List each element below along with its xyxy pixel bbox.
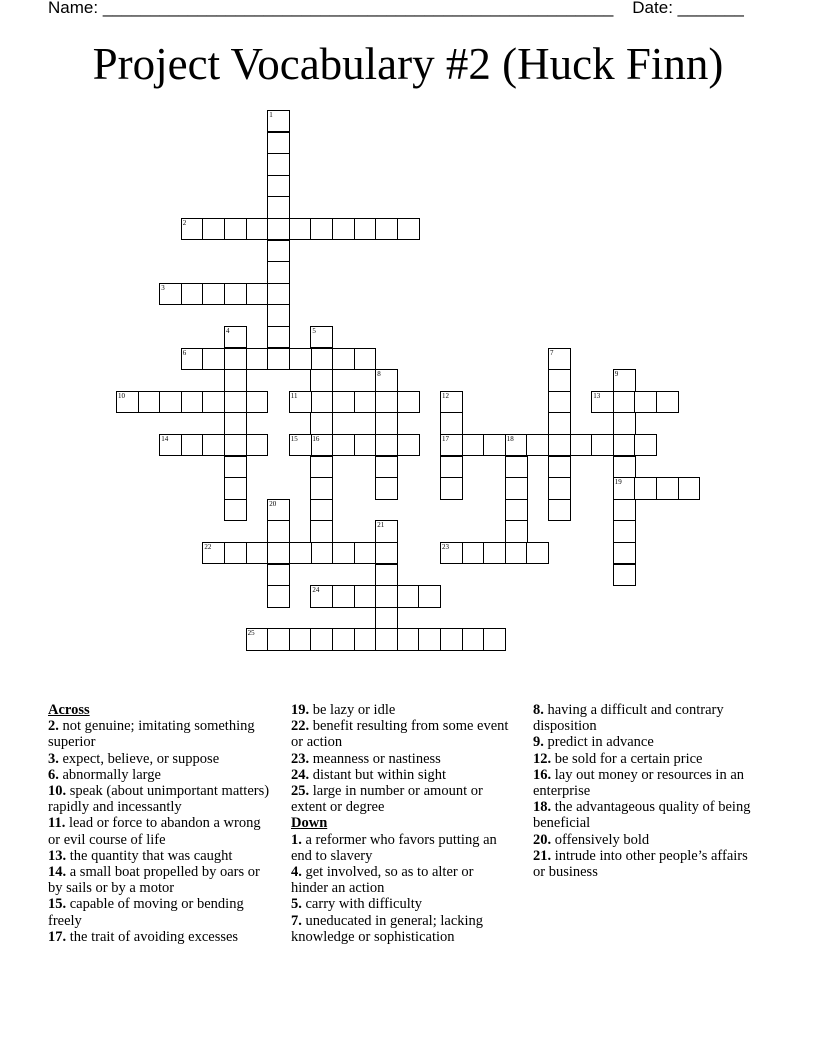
grid-cell[interactable] — [159, 391, 182, 413]
grid-cell[interactable] — [613, 542, 636, 564]
grid-cell[interactable] — [462, 628, 485, 650]
grid-cell[interactable] — [310, 520, 333, 542]
clue-number: 6 — [182, 348, 187, 357]
across-clue: 23. meanness or nastiness — [291, 750, 441, 767]
grid-cell[interactable] — [505, 499, 528, 521]
down-clue: 7. uneducated in general; lacking knowledge or sophistication — [291, 912, 484, 945]
grid-cell[interactable] — [289, 542, 312, 564]
grid-cell[interactable] — [375, 585, 398, 607]
grid-cell[interactable] — [224, 283, 247, 305]
clue-number: 10 — [118, 391, 125, 400]
grid-cell[interactable] — [354, 391, 377, 413]
grid-cell[interactable] — [613, 499, 636, 521]
grid-cell[interactable] — [289, 348, 312, 370]
grid-cell[interactable] — [548, 412, 571, 434]
grid-cell[interactable] — [397, 628, 420, 650]
grid-cell[interactable] — [505, 520, 528, 542]
grid-cell[interactable] — [202, 283, 225, 305]
clue-number: 17 — [442, 435, 449, 443]
clue-number: 18 — [506, 435, 514, 443]
grid-cell[interactable] — [548, 477, 571, 499]
across-clue: 22. benefit resulting from some event or action — [291, 718, 509, 751]
grid-cell[interactable] — [375, 369, 398, 391]
clue-number: 5 — [312, 327, 316, 335]
grid-cell[interactable] — [310, 348, 333, 370]
grid-cell[interactable] — [224, 434, 247, 456]
grid-cell[interactable] — [418, 628, 441, 650]
clue-number: 21 — [377, 521, 385, 530]
down-clue: 8. having a difficult and contrary disposition — [533, 702, 724, 735]
clue-number: 20 — [269, 499, 277, 508]
clue-number: 4 — [226, 327, 230, 335]
clue-column-2 — [291, 702, 513, 945]
grid-cell[interactable] — [310, 585, 333, 607]
grid-cell[interactable] — [267, 326, 290, 348]
grid-cell[interactable] — [202, 391, 225, 413]
name-label: Name: — [48, 0, 99, 17]
down-clue: 18. the advantageous quality of being beneficial — [533, 799, 751, 832]
grid-cell[interactable] — [224, 348, 247, 370]
grid-cell[interactable] — [483, 542, 506, 564]
grid-cell[interactable] — [181, 218, 204, 240]
clue-number: 3 — [161, 283, 165, 292]
clue-number: 13 — [593, 391, 601, 400]
grid-cell[interactable] — [613, 434, 636, 456]
down-clue: 16. lay out money or resources in an enterprise — [533, 766, 745, 800]
grid-cell[interactable] — [548, 499, 571, 521]
grid-cell[interactable] — [310, 456, 333, 478]
grid-cell[interactable] — [310, 499, 333, 521]
across-clue: 10. speak (about unimportant matters) rapidly and incessantly — [48, 783, 270, 816]
grid-cell[interactable] — [267, 499, 290, 521]
grid-cell[interactable] — [375, 542, 398, 564]
grid-cell[interactable] — [505, 477, 528, 499]
grid-cell[interactable] — [397, 218, 420, 240]
grid-cell[interactable] — [310, 412, 333, 434]
clue-number: 22 — [204, 543, 212, 551]
grid-cell[interactable] — [440, 628, 463, 650]
grid-cell[interactable] — [634, 391, 657, 413]
grid-cell[interactable] — [375, 520, 398, 542]
grid-cell[interactable] — [332, 628, 355, 650]
grid-cell[interactable] — [267, 218, 290, 240]
grid-cell[interactable] — [224, 391, 247, 413]
name-blank[interactable]: ______________________________________________________ — [102, 0, 614, 17]
grid-cell[interactable] — [224, 369, 247, 391]
grid-cell[interactable] — [224, 499, 247, 521]
grid-cell[interactable] — [159, 283, 182, 305]
grid-cell[interactable] — [375, 391, 398, 413]
grid-cell[interactable] — [267, 564, 290, 586]
grid-cell[interactable] — [289, 218, 312, 240]
clue-number: 2 — [182, 219, 187, 227]
down-clue: 12. be sold for a certain price — [533, 750, 703, 767]
down-clue: 9. predict in advance — [533, 734, 654, 751]
down-clue: 1. a reformer who favors putting an end to slavery — [291, 831, 497, 864]
grid-cell[interactable] — [310, 434, 333, 456]
grid-cell[interactable] — [613, 477, 636, 499]
grid-cell[interactable] — [354, 218, 377, 240]
clue-number: 23 — [442, 543, 449, 551]
grid-cell[interactable] — [656, 477, 679, 499]
grid-cell[interactable] — [332, 348, 355, 370]
grid-cell[interactable] — [591, 434, 614, 456]
grid-cell[interactable] — [375, 564, 398, 586]
across-clue: 11. lead or force to abandon a wrong or evil course of life — [48, 815, 261, 848]
grid-cell[interactable] — [548, 456, 571, 478]
across-clue: 24. distant but within sight — [291, 766, 447, 783]
grid-cell[interactable] — [505, 542, 528, 564]
grid-cell[interactable] — [267, 196, 290, 218]
grid-cell[interactable] — [354, 434, 377, 456]
grid-cell[interactable] — [224, 218, 247, 240]
grid-cell[interactable] — [375, 628, 398, 650]
down-clue: 4. get involved, so as to alter or hinder an action — [291, 864, 474, 897]
grid-cell[interactable] — [181, 391, 204, 413]
grid-cell[interactable] — [246, 391, 269, 413]
grid-cell[interactable] — [224, 477, 247, 499]
grid-cell[interactable] — [224, 542, 247, 564]
grid-cell[interactable] — [246, 218, 269, 240]
grid-cell[interactable] — [548, 391, 571, 413]
grid-cell[interactable] — [310, 391, 333, 413]
grid-cell[interactable] — [613, 564, 636, 586]
grid-cell[interactable] — [332, 585, 355, 607]
grid-cell[interactable] — [570, 434, 593, 456]
grid-cell[interactable] — [397, 434, 420, 456]
across-clue: 15. capable of moving or bending freely — [48, 896, 244, 929]
grid-cell[interactable] — [289, 391, 312, 413]
clue-column-3 — [533, 702, 755, 880]
grid-cell[interactable] — [267, 304, 290, 326]
clue-number: 25 — [247, 629, 255, 638]
grid-cell[interactable] — [310, 542, 333, 564]
grid-cell[interactable] — [613, 456, 636, 478]
grid-cell[interactable] — [440, 542, 463, 564]
grid-cell[interactable] — [440, 434, 463, 456]
clue-number: 14 — [161, 435, 169, 443]
grid-cell[interactable] — [678, 477, 701, 499]
clue-number: 24 — [312, 586, 320, 595]
grid-cell[interactable] — [246, 434, 269, 456]
across-clue: 25. large in number or amount or extent or degree — [291, 783, 483, 816]
grid-cell[interactable] — [289, 628, 312, 650]
clue-number: 12 — [442, 391, 449, 400]
grid-cell[interactable] — [656, 391, 679, 413]
grid-cell[interactable] — [332, 218, 355, 240]
grid-cell[interactable] — [267, 153, 290, 175]
clue-number: 15 — [290, 435, 298, 443]
down-clue: 5. carry with difficulty — [291, 896, 423, 913]
grid-cell[interactable] — [332, 542, 355, 564]
grid-cell[interactable] — [375, 607, 398, 629]
grid-cell[interactable] — [613, 412, 636, 434]
grid-cell[interactable] — [548, 434, 571, 456]
grid-cell[interactable] — [440, 412, 463, 434]
clue-number: 1 — [269, 111, 273, 119]
clue-number: 11 — [290, 391, 298, 400]
grid-cell[interactable] — [181, 434, 204, 456]
grid-cell[interactable] — [289, 434, 312, 456]
grid-cell[interactable] — [267, 240, 290, 262]
grid-cell[interactable] — [224, 456, 247, 478]
across-heading: Across — [48, 702, 90, 718]
grid-cell[interactable] — [246, 283, 269, 305]
grid-cell[interactable] — [310, 477, 333, 499]
grid-cell[interactable] — [526, 542, 549, 564]
grid-cell[interactable] — [202, 542, 225, 564]
grid-cell[interactable] — [634, 477, 657, 499]
grid-cell[interactable] — [397, 585, 420, 607]
grid-cell[interactable] — [267, 110, 290, 132]
grid-cell[interactable] — [548, 348, 571, 370]
grid-cell[interactable] — [440, 456, 463, 478]
across-clue: 19. be lazy or idle — [291, 702, 396, 718]
grid-cell[interactable] — [354, 348, 377, 370]
grid-cell[interactable] — [397, 391, 420, 413]
across-clue: 14. a small boat propelled by oars or by sails or by a motor — [48, 864, 260, 897]
grid-cell[interactable] — [332, 391, 355, 413]
grid-cell[interactable] — [354, 542, 377, 564]
grid-cell[interactable] — [375, 412, 398, 434]
grid-cell[interactable] — [246, 348, 269, 370]
date-blank[interactable]: _______ — [677, 0, 744, 17]
clue-number: 16 — [312, 435, 320, 443]
grid-cell[interactable] — [138, 391, 161, 413]
clue-number: 8 — [377, 370, 381, 379]
grid-cell[interactable] — [224, 412, 247, 434]
grid-cell[interactable] — [224, 326, 247, 348]
grid-cell[interactable] — [267, 132, 290, 154]
grid-cell[interactable] — [505, 434, 528, 456]
grid-cell[interactable] — [354, 628, 377, 650]
grid-cell[interactable] — [505, 456, 528, 478]
grid-cell[interactable] — [375, 434, 398, 456]
grid-cell[interactable] — [246, 542, 269, 564]
grid-cell[interactable] — [267, 261, 290, 283]
grid-cell[interactable] — [202, 218, 225, 240]
grid-cell[interactable] — [332, 434, 355, 456]
grid-cell[interactable] — [116, 391, 139, 413]
down-clue: 20. offensively bold — [533, 831, 650, 848]
grid-cell[interactable] — [634, 434, 657, 456]
across-clue: 6. abnormally large — [48, 766, 161, 783]
grid-cell[interactable] — [181, 348, 204, 370]
across-clue: 13. the quantity that was caught — [48, 847, 233, 864]
grid-cell[interactable] — [159, 434, 182, 456]
grid-cell[interactable] — [548, 369, 571, 391]
clue-number: 19 — [614, 478, 622, 487]
grid-cell[interactable] — [526, 434, 549, 456]
grid-cell[interactable] — [267, 628, 290, 650]
grid-cell[interactable] — [267, 283, 290, 305]
clue-column-1 — [48, 702, 270, 945]
grid-cell[interactable] — [462, 542, 485, 564]
grid-cell[interactable] — [591, 391, 614, 413]
grid-cell[interactable] — [202, 434, 225, 456]
across-clue: 17. the trait of avoiding excesses — [48, 928, 239, 945]
grid-cell[interactable] — [462, 434, 485, 456]
grid-cell[interactable] — [483, 434, 506, 456]
grid-cell[interactable] — [440, 391, 463, 413]
grid-cell[interactable] — [613, 369, 636, 391]
date-label: Date: — [632, 0, 673, 17]
grid-cell[interactable] — [418, 585, 441, 607]
grid-cell[interactable] — [440, 477, 463, 499]
grid-cell[interactable] — [267, 585, 290, 607]
page-title: Project Vocabulary #2 (Huck Finn) — [92, 39, 724, 89]
grid-cell[interactable] — [310, 628, 333, 650]
grid-cell[interactable] — [483, 628, 506, 650]
grid-cell[interactable] — [246, 628, 269, 650]
grid-cell[interactable] — [310, 326, 333, 348]
grid-cell[interactable] — [613, 520, 636, 542]
down-heading: Down — [291, 815, 328, 832]
grid-cell[interactable] — [202, 348, 225, 370]
grid-cell[interactable] — [354, 585, 377, 607]
down-clue: 21. intrude into other people’s affairs or business — [533, 847, 748, 881]
clue-number: 9 — [614, 370, 619, 379]
grid-cell[interactable] — [310, 369, 333, 391]
grid-cell[interactable] — [267, 520, 290, 542]
grid-cell[interactable] — [267, 542, 290, 564]
grid-cell[interactable] — [375, 456, 398, 478]
grid-cell[interactable] — [613, 391, 636, 413]
grid-cell[interactable] — [375, 218, 398, 240]
grid-cell[interactable] — [267, 348, 290, 370]
across-clue: 2. not genuine; imitating something superior — [48, 718, 255, 751]
grid-cell[interactable] — [310, 218, 333, 240]
grid-cell[interactable] — [267, 175, 290, 197]
grid-cell[interactable] — [375, 477, 398, 499]
across-clue: 3. expect, believe, or suppose — [48, 750, 220, 767]
grid-cell[interactable] — [181, 283, 204, 305]
clue-number: 7 — [550, 348, 554, 357]
